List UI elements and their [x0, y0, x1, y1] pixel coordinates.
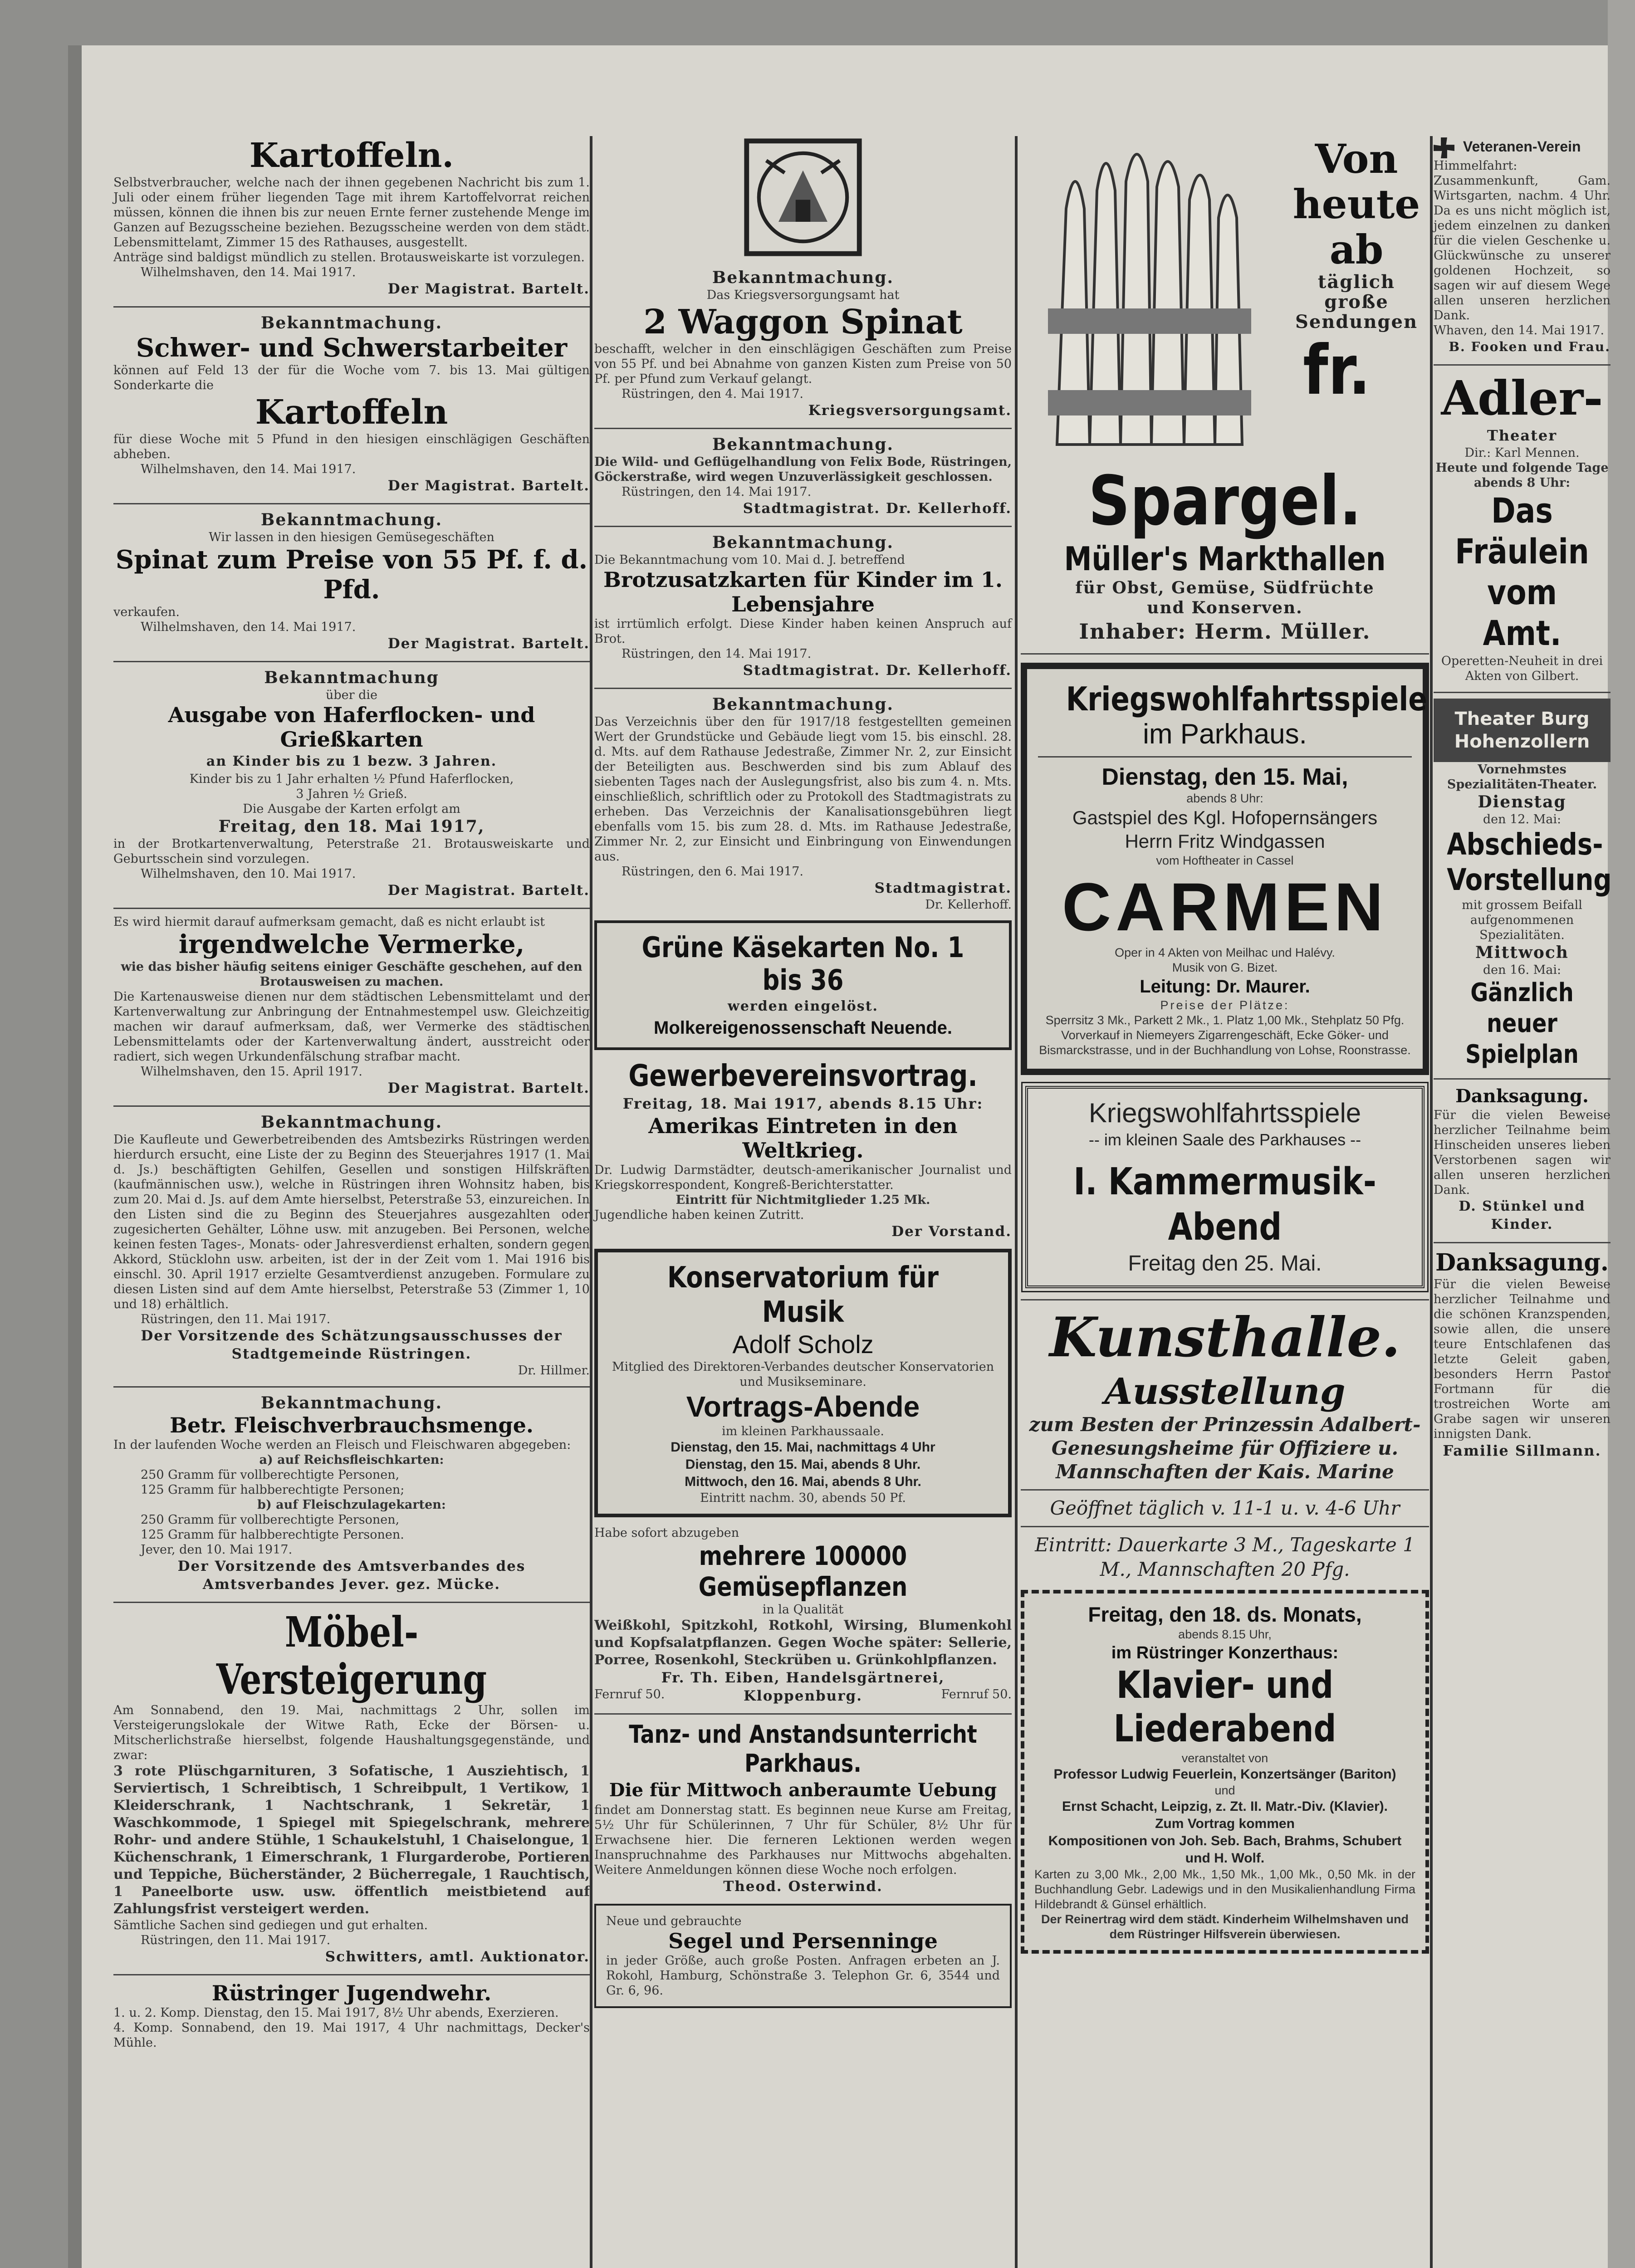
notice-line: 125 Gramm für halbberechtigte Personen; — [141, 1483, 405, 1497]
notice-verzeichnis — [594, 694, 1012, 912]
notice-headline: Schwer- und Schwerstarbeiter — [136, 333, 568, 363]
notice-body: Die Wild- und Geflügelhandlung von Felix Bode, Rüstringen, Göckerstraße, wird wegen Unzuverlässigkeit geschlossen. — [594, 455, 1012, 484]
ad-line: Zum Vortrag kommen — [1155, 1816, 1295, 1831]
ad-headline — [1434, 136, 1611, 158]
ad-danksagung-1 — [1434, 1085, 1611, 1234]
ad-line: Dienstag, den 15. Mai, nachmittags 4 Uhr — [671, 1440, 935, 1455]
ad-subtitle: Ausstellung — [1104, 1370, 1346, 1413]
notice-headline: Betr. Fleischverbrauchsmenge. — [170, 1413, 534, 1437]
ad-open: Geöffnet täglich v. 11-1 u. v. 4-6 Uhr — [1050, 1497, 1400, 1519]
notice-waggon-spinat — [594, 268, 1012, 420]
ad-carmen — [1021, 663, 1429, 1075]
notice-date: Wilhelmshaven, den 14. Mai 1917. — [141, 620, 356, 634]
divider — [113, 1974, 590, 1975]
ad-line: Operetten-Neuheit in drei Akten von Gilbert. — [1441, 654, 1603, 683]
notice-body: beschafft, welcher in den einschlägigen Geschäften zum Preise von 55 Pf. und bei Abnahme von ganzen Kisten zum Preise von 50 Pf. per Pfund zum Verkauf gelangt. — [594, 342, 1012, 386]
ad-note: Der Reinertrag wird dem städt. Kinderheim Wilhelmshaven und dem Rüstringer Hilfsverein überwiesen. — [1041, 1912, 1409, 1941]
notice-headline: Rüstringer Jugendwehr. — [211, 1981, 492, 2005]
notice-date: Wilhelmshaven, den 10. Mai 1917. — [141, 867, 356, 881]
notice-body: Die Kaufleute und Gewerbetreibenden des Amtsbezirks Rüstringen werden hierdurch ersucht, eine Liste der zu Beginn des Steuerjahres 1917 (1. Mai d. Js.) beschäftigten Gehilfen, Gesellen und sonstigen Hilfskräften (kaufmännischen usw.), welche in Rüstringen ihren Wohnsitz haben, bis zum 20. Mai d. Js. auf dem Amte hierselbst, Peterstraße 53, einzureichen. In den Listen sind die zu Beginn des Steuerjahres ausgezahlten oder zugesicherten Gehälter, Löhne usw. mit anzugeben. Bei Personen, welche keinen festen Tages-, Monats- oder Jahresverdienst erhalten, sondern gegen Akkord, Stücklohn usw. arbeiten, ist der in der Zeit vom 1. Mai 1916 bis einschl. 30. April 1917 erzielte Gesamtverdienst anzugeben. Formulare zu diesen Listen sind auf dem Amte hierselbst, Peterstraße 53 (Zimmer 1, 10 und 18) erhältlich. — [113, 1133, 590, 1311]
ad-date: Freitag den 25. Mai. — [1128, 1251, 1322, 1276]
notice-signature: Der Magistrat. Bartelt. — [387, 635, 590, 652]
notice-kartoffeln — [113, 136, 590, 298]
notice-signature: Der Vorsitzende des Amtsverbandes des Amtsverbandes Jever. gez. Mücke. — [177, 1558, 526, 1593]
ad-subtitle: werden eingelöst. — [728, 998, 878, 1014]
divider — [113, 908, 590, 909]
ad-signature: Theod. Osterwind. — [723, 1878, 883, 1895]
ad-body: Dr. Ludwig Darmstädter, deutsch-amerikanischer Journalist und Kriegskorrespondent, Kongreß-Berichterstatter. — [594, 1163, 1012, 1192]
ad-line: Musik von G. Bizet. — [1172, 961, 1278, 974]
notice-title: Bekanntmachung. — [260, 1393, 443, 1413]
notice-line: b) auf Fleischzulagekarten: — [257, 1498, 446, 1512]
column-4 — [1434, 136, 1611, 1468]
ad-body: Sämtliche Sachen sind gediegen und gut erhalten. — [113, 1918, 428, 1932]
notice-body: für diese Woche mit 5 Pfund in den hiesigen einschlägigen Geschäften abheben. — [113, 432, 590, 461]
notice-signature: Stadtmagistrat. Dr. Kellerhoff. — [743, 662, 1012, 679]
notice-signature: Stadtmagistrat. — [874, 880, 1012, 896]
notice-body: Das Kriegsversorgungsamt hat — [706, 288, 900, 302]
ad-body: findet am Donnerstag statt. Es beginnen neue Kurse am Freitag, 5½ Uhr für Schülerinnen, 7 Uhr für Schüler, 8½ Uhr für Erwachsene hier. Die ferneren Lektionen werden wegen Inanspruchnahme des Parkhauses nur Mittwochs abgehalten. Weitere Anmeldungen können diese Woche noch erfolgen. — [594, 1803, 1012, 1877]
ad-place: im kleinen Parkhaussaale. — [721, 1424, 885, 1438]
notice-line: Die Ausgabe der Karten erfolgt am — [243, 802, 460, 816]
notice-date: Rüstringen, den 4. Mai 1917. — [622, 387, 804, 401]
notice-line: 250 Gramm für vollberechtigte Personen, — [141, 1468, 400, 1482]
theater-logo: Theater Burg Hohenzollern — [1434, 699, 1611, 762]
ad-body: Weißkohl, Spitzkohl, Rotkohl, Wirsing, Blumenkohl und Kopfsalatpflanzen. Gegen Woche später: Sellerie, Porree, Rosenkohl, Steckrüben u. Grünkohlpflanzen. — [594, 1618, 1012, 1668]
notice-signature: Der Magistrat. Bartelt. — [387, 882, 590, 899]
notice-body: Die Kartenausweise dienen nur dem städtischen Lebensmittelamt und der Kartenverwaltung zur Anbringung der Entnahmestempel usw. Gleichzeitig machen wir darauf aufmerksam, daß, wer Vermerke des städtischen Lebensmittelamts oder der Kartenverwaltung ändert, ausstreicht oder radiert, sich wegen Urkundenfälschung strafbar macht. — [113, 990, 590, 1064]
divider — [113, 306, 590, 308]
divider — [1434, 692, 1611, 693]
notice-body: Das Verzeichnis über den für 1917/18 festgestellten gemeinen Wert der Grundstücke und Gebäude liegt vom 15. bis einschl. 28. d. Mts. auf dem Rathause Jedestraße, Zimmer Nr. 2, zur Einsicht der Beteiligten aus. Beschwerden sind bis zum Ablauf des siebenten Tages nach der Auslegungsfrist, also bis zum 4. n. Mts. einschließlich, schriftlich oder zu Protokoll des Stadtmagistrats zu erheben. Das Verzeichnis der Kanalisationsgebühren liegt ebenfalls vom 15. bis zum 28. d. Mts. im Rathause Jedestraße, Zimmer Nr. 2, zur Einsicht und Einbringung von Einwendungen aus. — [594, 715, 1012, 864]
ad-line: Vornehmstes Spezialitäten-Theater. — [1447, 762, 1597, 792]
notice-signature: Stadtmagistrat. Dr. Kellerhoff. — [743, 500, 1012, 517]
notice-signature: Kriegsversorgungsamt. — [808, 402, 1012, 419]
ad-phone: Fernruf 50. — [594, 1687, 665, 1701]
ad-headline: Kunsthalle. — [1049, 1305, 1400, 1369]
ad-note: Jugendliche haben keinen Zutritt. — [594, 1208, 804, 1222]
column-1 — [113, 136, 590, 2058]
ad-adler-theater — [1434, 371, 1611, 684]
ad-entry: Eintritt: Dauerkarte 3 M., Tageskarte 1 M., Mannschaften 20 Pfg. — [1035, 1534, 1415, 1580]
ad-line: täglich große Sendungen — [1295, 271, 1418, 332]
ad-signature: B. Fooken und Frau. — [1449, 339, 1611, 354]
notice-steuer — [113, 1112, 590, 1378]
notice-signature: Der Vorsitzende des Schätzungsausschusses der Stadtgemeinde Rüstringen. — [141, 1328, 563, 1362]
divider — [594, 526, 1012, 527]
ad-entry: Eintritt nachm. 30, abends 50 Pf. — [700, 1491, 906, 1505]
divider — [113, 661, 590, 662]
ad-tanzunterricht — [594, 1720, 1012, 1896]
notice-date: Rüstringen, den 14. Mai 1917. — [622, 647, 812, 661]
ad-firm: Molkereigenossenschaft Neuende. — [654, 1018, 952, 1038]
ad-line: und — [1214, 1784, 1235, 1797]
ad-firm: Müller's Markthallen — [1064, 540, 1386, 578]
ad-headline: fr. Spargel. — [1088, 331, 1371, 541]
notice-headline: Ausgabe von Haferflocken- und Grießkarten — [168, 703, 535, 752]
ad-date: den 12. Mai: — [1483, 812, 1562, 826]
ad-headline: Tanz- und Anstandsunterricht Parkhaus. — [629, 1720, 977, 1778]
divider — [1021, 1526, 1429, 1527]
ad-headline: mehrere 100000 Gemüsepflanzen — [698, 1540, 908, 1602]
notice-brotzusatzkarten — [594, 533, 1012, 679]
ad-danksagung-2 — [1434, 1249, 1611, 1460]
ad-place: im Rüstringer Konzerthaus: — [1111, 1643, 1339, 1662]
ad-body: Am Sonnabend, den 19. Mai, nachmittags 2 Uhr, sollen im Versteigerungslokale der Witwe Rath, Ecke der Börsen- u. Mitscherlichstraße hierselbst, folgende Haushaltungsgegenstände, und zwar: — [113, 1703, 590, 1762]
ad-body: Mitglied des Direktoren-Verbandes deutscher Konservatorien und Musikseminare. — [612, 1360, 994, 1389]
ad-line: vom Hoftheater in Cassel — [1156, 854, 1294, 867]
ad-kunsthalle — [1021, 1306, 1429, 1582]
notice-title: Bekanntmachung — [264, 668, 439, 687]
ad-line: mit grossem Beifall aufgenommenen Spezialitäten. — [1462, 898, 1582, 942]
notice-title: Bekanntmachung. — [260, 510, 443, 529]
ad-time: abends 8 Uhr: — [1186, 792, 1263, 805]
ad-title: Das Fräulein vom Amt. — [1455, 490, 1589, 653]
ad-headline: Kriegswohlfahrtsspiele — [1088, 1098, 1361, 1128]
divider — [1434, 364, 1611, 366]
ad-prices-title: Preise der Plätze: — [1160, 998, 1290, 1012]
city-emblem-icon — [742, 136, 864, 259]
ad-director: Dir.: Karl Mennen. — [1464, 445, 1580, 460]
notice-name: Dr. Hillmer. — [518, 1364, 590, 1378]
ad-line: Dienstag, den 15. Mai, abends 8 Uhr. — [685, 1457, 921, 1472]
notice-body: In der laufenden Woche werden an Fleisch und Fleischwaren abgegeben: — [113, 1438, 571, 1452]
divider — [1021, 653, 1429, 655]
ad-gemuese — [594, 1525, 1012, 1705]
ad-line: Von heute ab — [1292, 136, 1420, 273]
notice-subtitle: an Kinder bis zu 1 bezw. 3 Jahren. — [206, 753, 497, 769]
notice-line: 4. Komp. Sonnabend, den 19. Mai 1917, 4 Uhr nachmittags, Decker's Mühle. — [113, 2021, 590, 2050]
notice-date: Jever, den 10. Mai 1917. — [141, 1543, 293, 1557]
notice-body: Es wird hiermit darauf aufmerksam gemacht, daß es nicht erlaubt ist — [113, 915, 545, 929]
divider — [113, 1386, 590, 1388]
column-rule — [590, 136, 592, 2268]
ad-contact-row — [594, 1687, 1012, 1705]
ad-headline: Klavier- und Liederabend — [1113, 1664, 1336, 1750]
divider — [1038, 756, 1412, 758]
notice-signature: Der Magistrat. Bartelt. — [387, 478, 590, 494]
ad-subtitle: Die für Mittwoch anberaumte Uebung — [609, 1779, 997, 1801]
ad-subtitle: in la Qualität — [762, 1603, 844, 1617]
notice-body: über die — [325, 688, 378, 702]
notice-line: Kinder bis zu 1 Jahr erhalten ½ Pfund Haferflocken, — [189, 772, 514, 786]
ad-line: Ernst Schacht, Leipzig, z. Zt. II. Matr.-Div. (Klavier). — [1062, 1799, 1388, 1814]
notice-title: Bekanntmachung. — [260, 313, 443, 332]
ad-lead: Leitung: Dr. Maurer. — [1140, 977, 1310, 997]
ad-headline: Kriegswohlfahrtsspiele — [1066, 680, 1427, 718]
ad-name: Adolf Scholz — [732, 1330, 874, 1359]
notice-signature: Der Magistrat. Bartelt. — [387, 1080, 590, 1096]
divider — [1434, 1242, 1611, 1243]
ad-headline: Adler- — [1441, 370, 1603, 426]
notice-headline: irgendwelche Vermerke, — [178, 929, 525, 959]
ad-gewerbeverein — [594, 1058, 1012, 1241]
ad-headline: Danksagung. — [1455, 1085, 1589, 1107]
ad-date: Freitag, 18. Mai 1917, abends 8.15 Uhr: — [622, 1095, 984, 1112]
ad-town: Kloppenburg. — [743, 1688, 863, 1704]
notice-jugendwehr — [113, 1981, 590, 2050]
ad-segel — [594, 1904, 1012, 2008]
notice-body: Wir lassen in den hiesigen Gemüsegeschäften — [209, 530, 494, 544]
notice-headline: Brotzusatzkarten für Kinder im 1. Lebensjahre — [603, 567, 1003, 616]
ad-body: Für die vielen Beweise herzlicher Teilnahme beim Hinscheiden unseres lieben Verstorbenen sagen wir allen unseren herzlichen Dank. — [1434, 1108, 1611, 1197]
notice-date: Rüstringen, den 11. Mai 1917. — [141, 1312, 331, 1326]
notice-date: Wilhelmshaven, den 14. Mai 1917. — [141, 462, 356, 476]
ad-signature: Familie Sillmann. — [1443, 1442, 1601, 1459]
ad-veteranen — [1434, 136, 1611, 356]
notice-signature: Der Magistrat. Bartelt. — [387, 281, 590, 297]
ad-topic: Amerikas Eintreten in den Weltkrieg. — [648, 1114, 958, 1163]
notice-schwerarbeiter — [113, 313, 590, 495]
ad-headline: Konservatorium für Musik — [667, 1261, 939, 1329]
ad-date: Freitag, den 18. ds. Monats, — [1088, 1603, 1362, 1626]
notice-headline: Kartoffeln — [255, 393, 448, 432]
iron-cross-icon — [1434, 137, 1454, 158]
ad-headline: Möbel-Versteigerung — [216, 1608, 487, 1704]
ad-body: Für die vielen Beweise herzlicher Teilnahme und die schönen Kranzspenden, sowie allen, die unsere teure Entschlafenen das letzte Geleit gaben, besonders Herrn Pastor Fortmann für die trostreichen Worte am Grabe sagen wir unseren innigsten Dank. — [1434, 1277, 1611, 1441]
notice-day: Freitag, den 18. Mai 1917, — [218, 817, 485, 836]
ad-line: veranstaltet von — [1181, 1751, 1268, 1765]
notice-subtitle: wie das bisher häufig seitens einiger Geschäfte geschehen, auf den Brotausweisen zu machen. — [121, 960, 583, 989]
notice-title: Bekanntmachung. — [712, 435, 894, 454]
ad-prices: Karten zu 3,00 Mk., 2,00 Mk., 1,50 Mk., 1,00 Mk., 0,50 Mk. in der Buchhandlung Gebr. Ladewigs und in den Musikalienhandlung Firma Hildebrandt & Günsel erhältlich. — [1034, 1867, 1415, 1911]
ad-signature: Der Vorstand. — [891, 1223, 1012, 1240]
ad-date: den 16. Mai: — [1483, 963, 1562, 977]
column-rule — [1015, 136, 1018, 2268]
ad-liederabend — [1021, 1590, 1429, 1954]
notice-line: a) auf Reichsfleischkarten: — [259, 1453, 444, 1467]
notice-wildhandlung — [594, 435, 1012, 518]
notice-title: Bekanntmachung. — [260, 1113, 443, 1132]
ad-place: -- im kleinen Saale des Parkhauses -- — [1088, 1130, 1361, 1149]
ad-line: Heute und folgende Tage abends 8 Uhr: — [1435, 460, 1609, 490]
divider — [594, 688, 1012, 689]
notice-headline: 2 Waggon Spinat — [643, 303, 963, 342]
notice-title: Bekanntmachung. — [712, 533, 894, 552]
ad-kaesekarten — [594, 920, 1012, 1050]
notice-line: 250 Gramm für vollberechtigte Personen, — [141, 1513, 400, 1527]
divider — [113, 1602, 590, 1603]
column-3 — [1021, 136, 1429, 1962]
notice-body: verkaufen. — [113, 605, 180, 619]
notice-line: 1. u. 2. Komp. Dienstag, den 15. Mai 1917, 8½ Uhr abends, Exerzieren. — [113, 2006, 559, 2020]
ad-prices: Sperrsitz 3 Mk., Parkett 2 Mk., 1. Platz 1,00 Mk., Stehplatz 50 Pfg. Vorverkauf in Niemeyers Zigarrengeschäft, Ecke Göker- und Bismarckstrasse, und in der Buchhandlung von Lohse, Roonstrasse. — [1039, 1013, 1411, 1057]
ad-headline: Grüne Käsekarten No. 1 bis 36 — [641, 931, 964, 997]
ad-entry: Eintritt für Nichtmitglieder 1.25 Mk. — [676, 1193, 930, 1207]
divider — [113, 503, 590, 504]
ad-line: Neue und gebrauchte — [606, 1914, 742, 1928]
divider — [1021, 1489, 1429, 1491]
notice-body: Selbstverbraucher, welche nach der ihnen gegebenen Nachricht bis zum 1. Juli oder einem früher liegenden Tage mit ihrem Kartoffelvorrat reichen müssen, können die ihnen bis zur neuen Ernte ferner zustehende Menge im Ganzen auf Bezugsscheine beziehen. Bezugsscheine werden von dem städt. Lebensmittelamt, Zimmer 15 des Rathauses, ausgestellt. — [113, 176, 590, 249]
notice-headline: Spinat zum Preise von 55 Pf. f. d. Pfd. — [115, 545, 588, 605]
ad-kammermusik — [1025, 1086, 1425, 1288]
ad-headline: Danksagung. — [1435, 1248, 1609, 1276]
ad-date: Rüstringen, den 11. Mai 1917. — [141, 1933, 331, 1947]
ad-headline: Segel und Persenninge — [668, 1929, 938, 1953]
ad-headline: Gewerbevereinsvortrag. — [628, 1058, 978, 1093]
ad-body: Himmelfahrt: Zusammenkunft, Gam. Wirtsgarten, nachm. 4 Uhr. Da es uns nicht möglich ist, jedem einzelnen zu danken für die vielen Geschenke u. Glückwünsche zu unserer goldenen Hochzeit, so sagen wir auf diesem Wege allen unseren herzlichen Dank. — [1434, 158, 1611, 323]
ad-headline-text: Veteranen-Verein — [1463, 138, 1581, 155]
ad-line: für Obst, Gemüse, Südfrüchte — [1075, 578, 1375, 597]
notice-title: Kartoffeln. — [249, 136, 454, 175]
notice-body: Anträge sind baldigst mündlich zu stellen. Brotausweiskarte ist vorzulegen. — [113, 250, 585, 264]
ad-subtitle: Vortrags-Abende — [686, 1390, 920, 1423]
ad-title: CARMEN — [1062, 869, 1388, 945]
ad-day: Mittwoch — [1475, 943, 1569, 962]
ad-signature: Schwitters, amtl. Auktionator. — [325, 1949, 590, 1965]
notice-title: Bekanntmachung. — [712, 695, 894, 714]
ad-moebel — [113, 1608, 590, 1966]
ad-body: zum Besten der Prinzessin Adalbert-Genesungsheime für Offiziere u. Mannschaften der Kais. Marine — [1029, 1413, 1421, 1483]
divider — [1021, 1299, 1429, 1300]
ad-konservatorium — [594, 1249, 1012, 1517]
notice-body: in der Brotkartenverwaltung, Peterstraße 21. Brotausweiskarte und Geburtsschein sind vorzulegen. — [113, 837, 590, 866]
notice-vermerke — [113, 914, 590, 1097]
ad-spargel — [1021, 136, 1429, 645]
divider — [594, 1713, 1012, 1715]
notice-date: Rüstringen, den 6. Mai 1917. — [622, 865, 804, 879]
ad-burg-hohenzollern — [1434, 699, 1611, 1070]
notice-date: Rüstringen, den 14. Mai 1917. — [622, 485, 812, 499]
ad-line: Kompositionen von Joh. Seb. Bach, Brahms, Schubert und H. Wolf. — [1048, 1833, 1402, 1866]
notice-fleisch — [113, 1393, 590, 1593]
ad-signature: D. Stünkel und Kinder. — [1459, 1198, 1586, 1232]
notice-body: Die Bekanntmachung vom 10. Mai d. J. betreffend — [594, 553, 905, 567]
ad-title: I. Kammermusik-Abend — [1073, 1160, 1376, 1249]
ad-date: Whaven, den 14. Mai 1917. — [1434, 323, 1605, 337]
ad-line: Professor Ludwig Feuerlein, Konzertsänger (Bariton) — [1053, 1767, 1396, 1782]
ad-line: Gastspiel des Kgl. Hofopernsängers — [1072, 807, 1378, 828]
ad-phone: Fernruf 50. — [941, 1687, 1012, 1701]
ad-owner: Inhaber: Herm. Müller. — [1079, 619, 1371, 644]
divider — [113, 1105, 590, 1107]
divider — [1434, 1078, 1611, 1080]
ad-firm: Fr. Th. Eiben, Handelsgärtnerei, — [661, 1670, 945, 1686]
column-rule — [1430, 136, 1433, 2268]
notice-date: Wilhelmshaven, den 15. April 1917. — [141, 1065, 362, 1079]
notice-spinat — [113, 510, 590, 653]
ad-subtitle: Theater — [1487, 426, 1557, 444]
ad-line: Oper in 4 Akten von Meilhac und Halévy. — [1115, 946, 1335, 959]
notice-name: Dr. Kellerhoff. — [925, 898, 1012, 912]
ad-time: abends 8.15 Uhr, — [1178, 1628, 1272, 1641]
notice-line: 3 Jahren ½ Grieß. — [296, 787, 407, 801]
ad-line: Mittwoch, den 16. Mai, abends 8 Uhr. — [685, 1474, 921, 1489]
notice-line: 125 Gramm für halbberechtigte Personen. — [141, 1528, 404, 1542]
notice-haferflocken — [113, 668, 590, 899]
ad-line: Herrn Fritz Windgassen — [1125, 831, 1325, 852]
page-edge — [1608, 0, 1635, 2268]
ad-line: und Konserven. — [1147, 598, 1303, 617]
ad-day: Dienstag — [1478, 792, 1566, 811]
notice-body: können auf Feld 13 der für die Woche vom 7. bis 13. Mai gültigen Sonderkarte die — [113, 363, 590, 392]
ad-date: Dienstag, den 15. Mai, — [1101, 764, 1348, 790]
ad-body: in jeder Größe, auch große Posten. Anfragen erbeten an J. Rokohl, Hamburg, Schönstraße 3. Telephon Gr. 6, 3544 und Gr. 6, 96. — [606, 1954, 1000, 1998]
notice-title: Bekanntmachung. — [712, 268, 894, 287]
ad-list: 3 rote Plüschgarnituren, 3 Sofatische, 1 Ausziehtisch, 1 Serviertisch, 1 Schreibtisch, 1 Schreibpult, 1 Vertikow, 1 Kleiderschrank, 1 Nachtschrank, 1 Sekretär, 1 Waschkommode, 1 Spiegel mit Spiegelschrank, mehrere Rohr- und andere Stühle, 1 Schaukelstuhl, 1 Chaiselongue, 1 Küchenschrank, 1 Eimerschrank, 1 Flurgarderobe, Portieren und Teppiche, Bücherständer, 2 Bücherregale, 1 Rauchtisch, 1 Paneelborte usw. usw. öffentlich meistbietend auf Zahlungsfrist versteigert werden. — [113, 1763, 590, 1917]
ad-headline: Abschieds-Vorstellung — [1447, 826, 1612, 897]
column-2 — [594, 136, 1012, 2016]
ad-intro: Habe sofort abzugeben — [594, 1526, 739, 1540]
ad-headline: Gänzlich neuer Spielplan — [1465, 978, 1579, 1069]
divider — [594, 428, 1012, 429]
notice-body: ist irrtümlich erfolgt. Diese Kinder haben keinen Anspruch auf Brot. — [594, 617, 1012, 646]
notice-date: Wilhelmshaven, den 14. Mai 1917. — [141, 265, 356, 279]
ad-place: im Parkhaus. — [1143, 719, 1307, 750]
